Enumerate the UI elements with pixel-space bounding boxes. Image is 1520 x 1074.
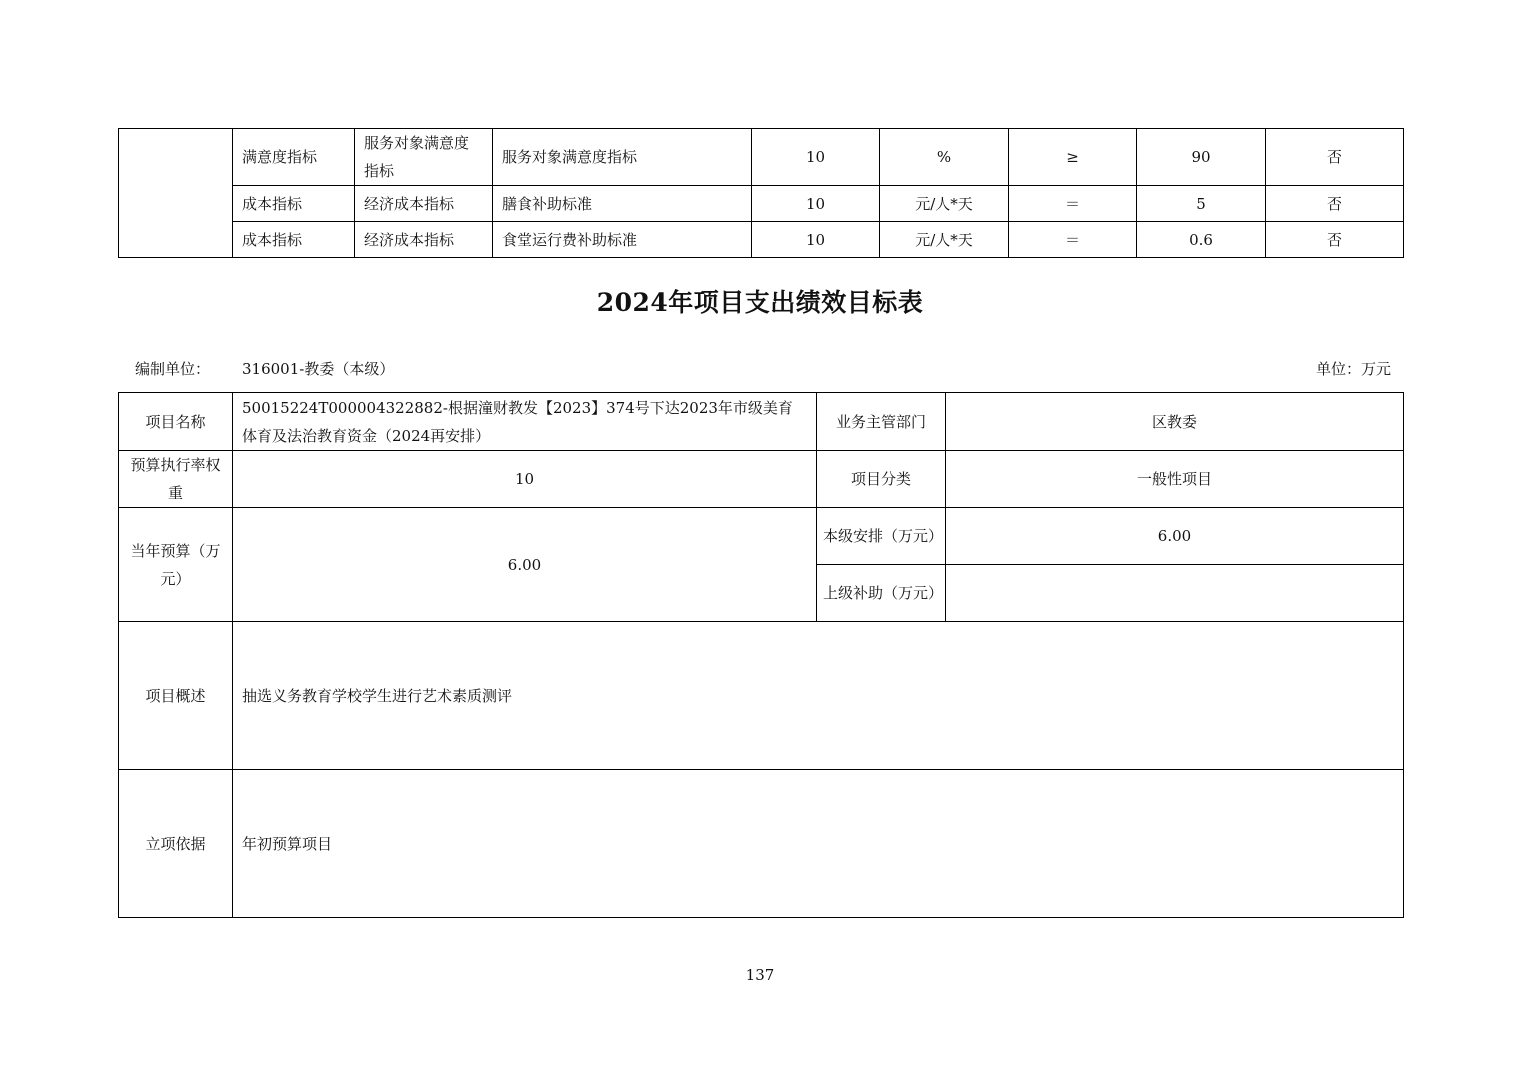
weight-cell: 10 (752, 222, 880, 258)
exec-rate-label: 预算执行率权重 (119, 451, 233, 508)
basis-value: 年初预算项目 (233, 770, 1404, 918)
unit-cell: 元/人*天 (880, 222, 1009, 258)
exec-rate-row (119, 451, 1404, 508)
indicator-cell: 膳食补助标准 (493, 186, 752, 222)
page-title: 2024年项目支出绩效目标表 (596, 288, 924, 317)
own-funding-label: 本级安排（万元） (817, 508, 946, 565)
core-cell: 否 (1266, 222, 1404, 258)
page-number: 137 (745, 966, 775, 984)
project-name-value: 50015224T000004322882-根据潼财教发【2023】374号下达2023年市级美育体育及法治教育资金（2024再安排） (233, 393, 817, 451)
core-cell: 否 (1266, 129, 1404, 186)
money-unit-label: 单位：万元 (1315, 360, 1391, 378)
upper-funding-label: 上级补助（万元） (817, 565, 946, 622)
budget-label: 当年预算（万元） (119, 508, 233, 622)
own-funding-value: 6.00 (946, 508, 1404, 565)
indicator-row (119, 186, 1404, 222)
level2-cell: 经济成本指标 (355, 222, 493, 258)
level2-cell: 服务对象满意度指标 (355, 129, 493, 186)
unit-value: 316001-教委（本级） (242, 360, 395, 378)
indicator-row (119, 129, 1404, 186)
budget-row (119, 508, 1404, 565)
level1-cell: 成本指标 (233, 222, 355, 258)
unit-cell: 元/人*天 (880, 186, 1009, 222)
dept-label: 业务主管部门 (817, 393, 946, 451)
summary-value: 抽选义务教育学校学生进行艺术素质测评 (233, 622, 1404, 770)
category-label: 项目分类 (817, 451, 946, 508)
dept-value: 区教委 (946, 393, 1404, 451)
project-table (118, 392, 1404, 918)
operator-cell: ＝ (1009, 222, 1137, 258)
indicator-cell: 服务对象满意度指标 (493, 129, 752, 186)
target-cell: 0.6 (1137, 222, 1266, 258)
core-cell: 否 (1266, 186, 1404, 222)
project-name-row (119, 393, 1404, 451)
project-name-label: 项目名称 (119, 393, 233, 451)
indicator-cell: 食堂运行费补助标准 (493, 222, 752, 258)
basis-label: 立项依据 (119, 770, 233, 918)
operator-cell: ≥ (1009, 129, 1137, 186)
exec-rate-value: 10 (233, 451, 817, 508)
summary-label: 项目概述 (119, 622, 233, 770)
summary-row (119, 622, 1404, 770)
weight-cell: 10 (752, 186, 880, 222)
weight-cell: 10 (752, 129, 880, 186)
target-cell: 5 (1137, 186, 1266, 222)
upper-funding-value (946, 565, 1404, 622)
category-value: 一般性项目 (946, 451, 1404, 508)
operator-cell: ＝ (1009, 186, 1137, 222)
unit-cell: % (880, 129, 1009, 186)
unit-label: 编制单位： (135, 360, 211, 378)
budget-value: 6.00 (233, 508, 817, 622)
basis-row (119, 770, 1404, 918)
target-cell: 90 (1137, 129, 1266, 186)
level1-cell: 满意度指标 (233, 129, 355, 186)
blank-category-cell (119, 129, 233, 258)
level1-cell: 成本指标 (233, 186, 355, 222)
level2-cell: 经济成本指标 (355, 186, 493, 222)
indicator-row (119, 222, 1404, 258)
indicator-table (118, 128, 1404, 258)
